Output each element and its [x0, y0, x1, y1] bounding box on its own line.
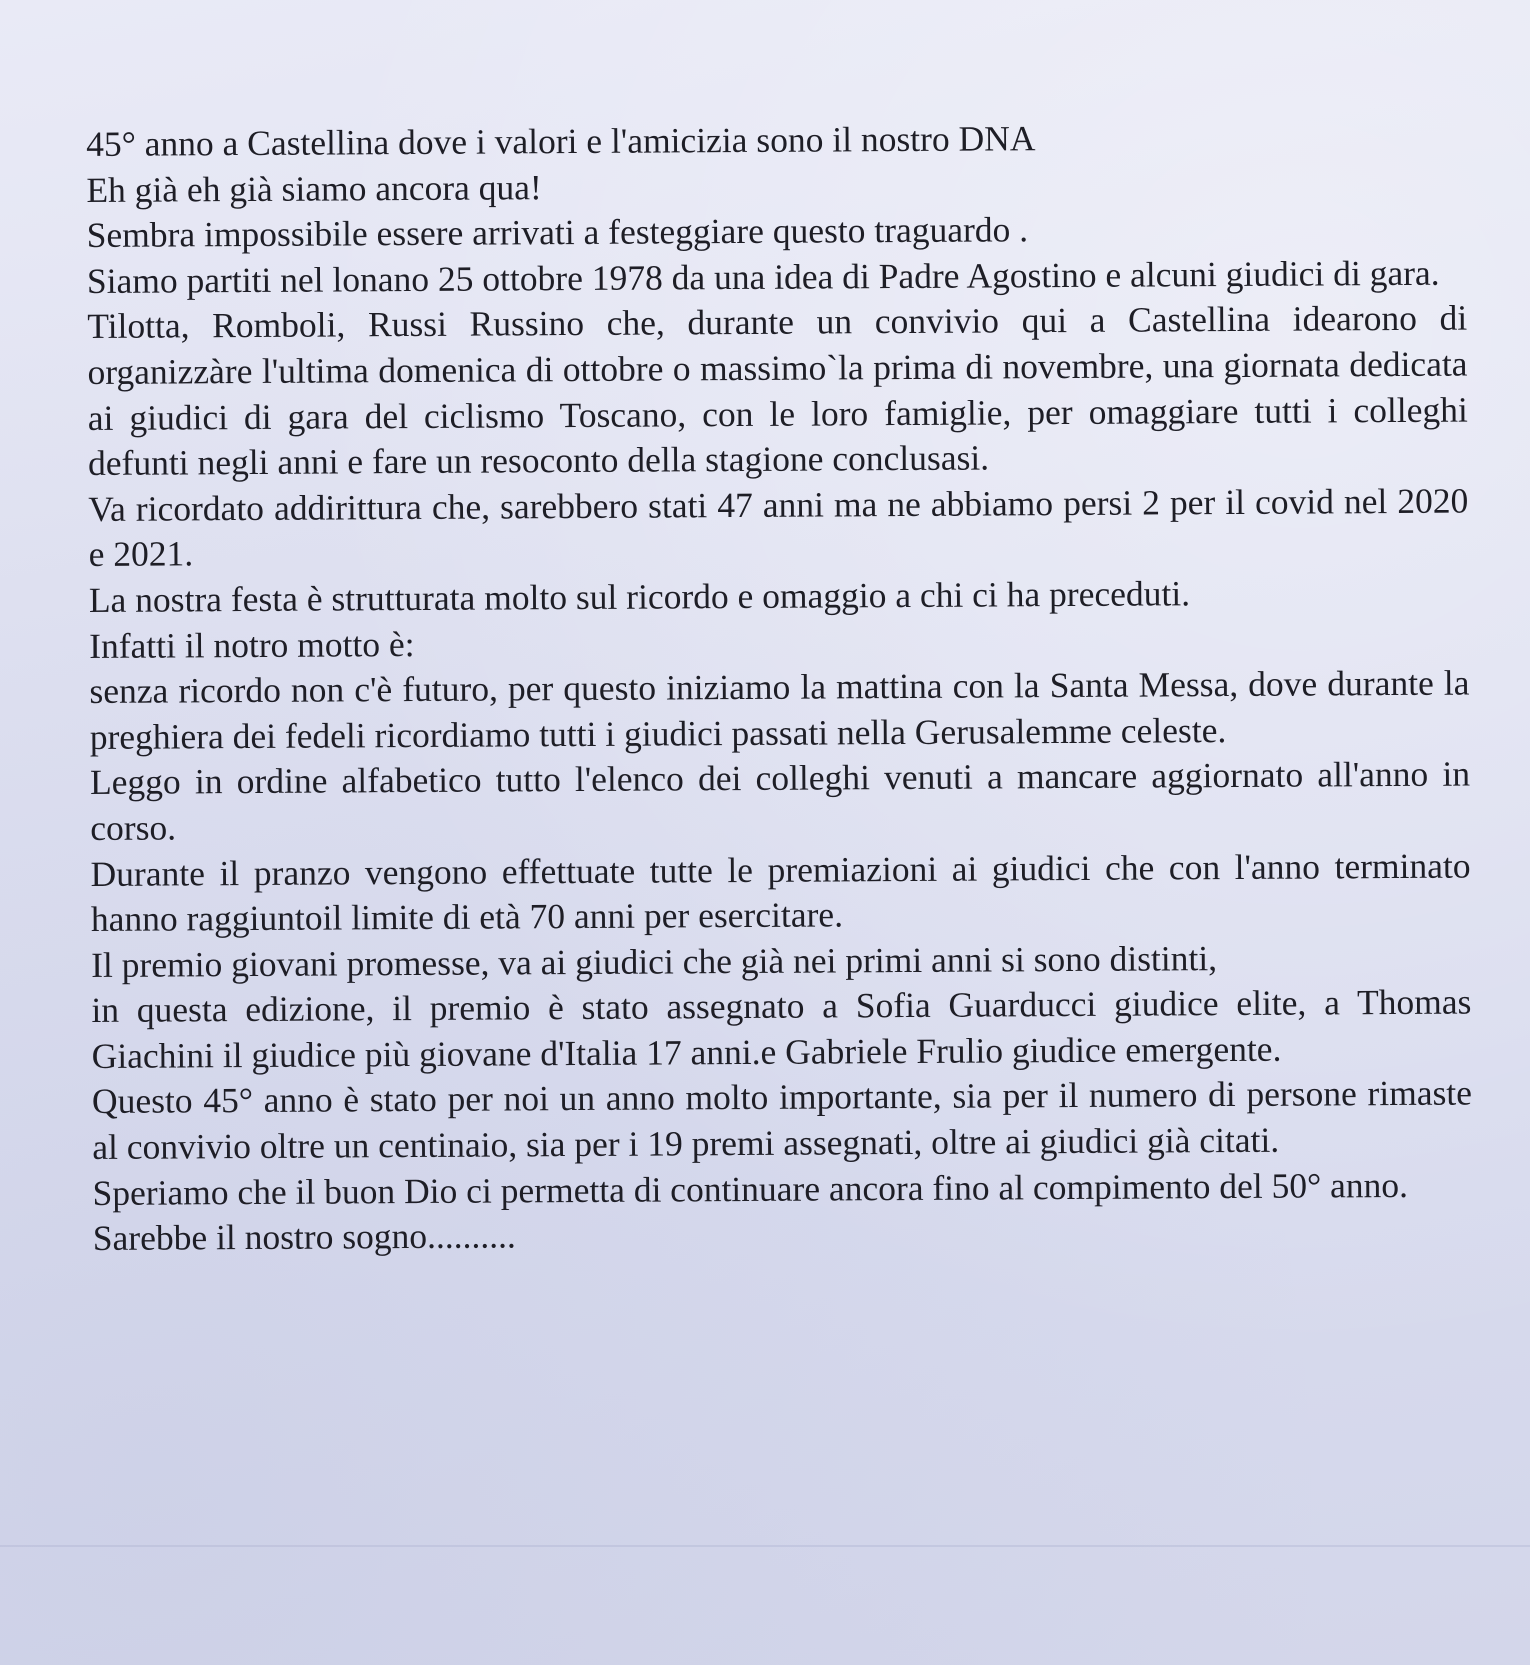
document-body — [86, 114, 1473, 1262]
paragraph-origins: Siamo partiti nel lonano 25 ottobre 1978 da una idea di Padre Agostino e alcuni giudici di gara. — [86, 252, 1440, 301]
paragraph-founders: Tilotta, Romboli, Russi Russino che, durante un convivio qui a Castellina idearono di organizzàre l'ultima domenica di ottobre o massimo`la prima di novembre, una giornata dedicata ai giudici di gara del ciclismo Toscano, con le loro famiglie, per omaggiare tutti i colleghi defunti negli anni e fare un resoconto della stagione conclusasi. — [87, 297, 1468, 484]
paragraph-sogno: Sarebbe il nostro sogno.......... — [92, 1215, 516, 1259]
paragraph-title: 45° anno a Castellina dove i valori e l'amicizia sono il nostro DNA — [86, 118, 1036, 164]
paragraph-milestone: Sembra impossibile essere arrivati a festeggiare questo traguardo . — [86, 209, 1029, 256]
paragraph-speranza: Speriamo che il buon Dio ci permetta di continuare ancora fino al compimento del 50° anno. — [92, 1164, 1409, 1213]
paragraph-elenco: Leggo in ordine alfabetico tutto l'elenco dei colleghi venuti a mancare aggiornato all'anno in corso. — [89, 753, 1471, 848]
paragraph-assegnati: in questa edizione, il premio è stato assegnato a Sofia Guarducci giudice elite, a Thomas Giachini il giudice più giovane d'Italia 17 anni.e Gabriele Frulio giudice emergente. — [91, 981, 1472, 1076]
paper-fold-line — [0, 1545, 1530, 1547]
paragraph-motto: senza ricordo non c'è futuro, per questo iniziamo la mattina con la Santa Messa, dove durante la preghiera dei fedeli ricordiamo tutti i giudici passati nella Gerusalemme celeste. — [89, 662, 1470, 757]
paragraph-importante: Questo 45° anno è stato per noi un anno molto importante, sia per il numero di persone rimaste al convivio oltre un centinaio, sia per i 19 premi assegnati, oltre ai giudici già citati. — [91, 1073, 1473, 1168]
paragraph-covid: Va ricordato addirittura che, sarebbero stati 47 anni ma ne abbiamo persi 2 per il covid nel 2020 e 2021. — [88, 480, 1469, 575]
paragraph-festa: La nostra festa è strutturata molto sul ricordo e omaggio a chi ci ha preceduti. — [88, 573, 1191, 620]
paragraph-premio-giovani: Il premio giovani promesse, va ai giudici che già nei primi anni si sono distinti, — [91, 937, 1218, 985]
paragraph-premiazioni: Durante il pranzo vengono effettuate tutte le premiazioni ai giudici che con l'anno terminato hanno raggiuntoil limite di età 70 anni per esercitare. — [90, 845, 1471, 940]
paragraph-greeting: Eh già eh già siamo ancora qua! — [86, 166, 542, 210]
paragraph-motto-intro: Infatti il notro motto è: — [89, 623, 415, 666]
